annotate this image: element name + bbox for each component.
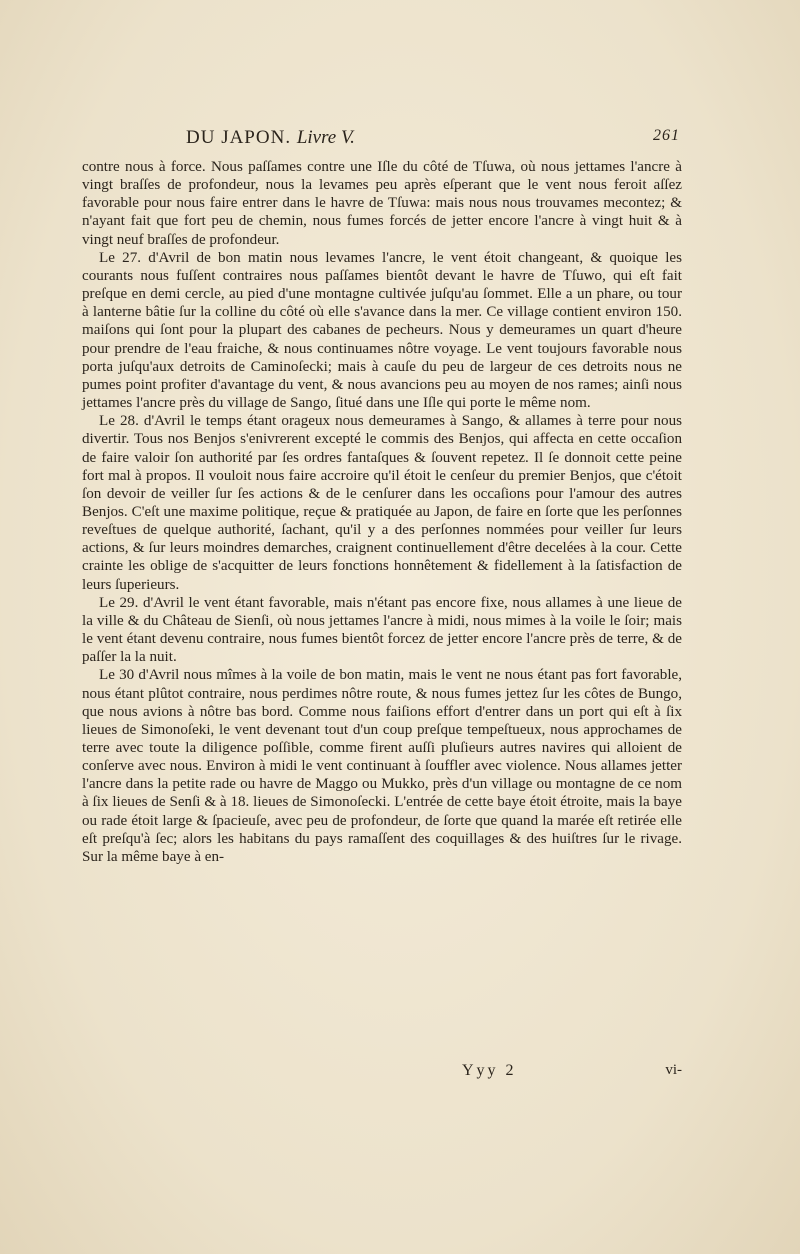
running-title-text: DU JAPON. — [186, 127, 292, 148]
page-number: 261 — [653, 127, 680, 144]
body-text — [82, 158, 682, 866]
paragraph: Le 28. d'Avril le temps étant orageux nous demeurames à Sango, & allames à terre pour nous divertir. Tous nos Benjos s'enivrerent excepté le commis des Benjos, qui affecta en cette occaſion de faire valoir ſon authorité par ſes ordres fantaſques & ſouvent repetez. Il ſe donnoit cette peine fort mal à propos. Il vouloit nous faire accroire qu'il étoit le cenſeur du premier Benjos, que c'étoit ſon devoir de veiller ſur ſes actions & de le cenſurer dans les occaſions pour l'amour des autres Benjos. C'eſt une maxime politique, reçue & pratiquée au Japon, de faire en ſorte que les perſonnes reveſtues de quelque authorité, ſachant, qu'il y a des perſonnes nommées pour veiller ſur leurs actions, & ſur leurs moindres demarches, craignent continuellement d'être decelées à la cour. Cette crainte les oblige de s'acquitter de leurs fonctions honnêtement & fidellement à la ſatisfaction de leurs ſuperieurs. — [82, 413, 682, 593]
paragraph: Le 29. d'Avril le vent étant favorable, mais n'étant pas encore fixe, nous allames à une lieue de la ville & du Château de Sienſi, où nous jettames l'ancre à midi, nous mimes à la voile le ſoir; mais le vent étant devenu contraire, nous fumes bientôt forcez de jetter encore l'ancre près de terre, & de paſſer la la nuit. — [82, 594, 682, 666]
signature-mark: Yyy 2 — [462, 1062, 517, 1079]
page-header — [186, 127, 680, 153]
book-label: Livre V. — [296, 127, 355, 148]
paragraph: Le 30 d'Avril nous mîmes à la voile de bon matin, mais le vent ne nous étant pas fort favorable, nous étant plûtot contraire, nous perdimes nôtre route, & nous fumes jettez ſur les côtes de Bungo, que nous avions à nôtre bas bord. Comme nous faiſions effort d'entrer dans un port qui eſt à ſix lieues de Simonoſeki, le vent devenant tout d'un coup preſque tempeſtueux, nous approchames de terre avec toute la diligence poſſible, comme firent auſſi pluſieurs autres navires qui alloient de conſerve avec nous. Environ à midi le vent continuant à ſouffler avec violence. Nous allames jetter l'ancre dans la petite rade ou havre de Maggo ou Mukko, près d'un village ou montagne de ce nom à ſix lieues de Senſi & à 18. lieues de Simonoſecki. L'entrée de cette baye étoit étroite, mais la baye ou rade étoit large & ſpacieuſe, avec peu de profondeur, de ſorte que quand la marée eſt retirée elle eſt preſqu'à ſec; alors les habitans du pays ramaſſent des coquillages & des huiſtres ſur le rivage. Sur la même baye à en- — [82, 667, 682, 865]
paragraph: Le 27. d'Avril de bon matin nous levames l'ancre, le vent étoit changeant, & quoique les courants nous fuſſent contraires nous paſſames bientôt devant le havre de Tſuwo, qui eſt fait preſque en demi cercle, au pied d'une montagne cultivée juſqu'au ſommet. Elle a un phare, ou tour à lanterne bâtie ſur la colline du côté où elle s'avance dans la mer. Ce village contient environ 150. maiſons qui ſont pour la plupart des cabanes de pecheurs. Nous y demeurames un quart d'heure pour prendre de l'eau fraiche, & nous continuames nôtre voyage. Le vent toujours favorable nous porta juſqu'aux detroits de Caminoſecki; mais à cauſe du peu de largeur de ces detroits nous ne pumes point profiter d'avantage du vent, & nous avancions peu au moyen de nos rames; ainſi nous jettames l'ancre près du village de Sango, ſitué dans une Iſle qui porte le même nom. — [82, 249, 682, 412]
paragraph: contre nous à force. Nous paſſames contre une Iſle du côté de Tſuwa, où nous jettames l'ancre à vingt braſſes de profondeur, nous la levames peu après eſperant que le vent nous feroit aſſez favorable pour nous faire entrer dans le havre de Tſuwa: mais nous nous trouvames mecontez; & n'ayant fait que fort peu de chemin, nous fumes forcés de jetter encore l'ancre à vingt huit & à vingt neuf braſſes de profondeur. — [82, 159, 682, 248]
catchword: vi- — [665, 1062, 682, 1078]
running-title — [186, 127, 355, 149]
